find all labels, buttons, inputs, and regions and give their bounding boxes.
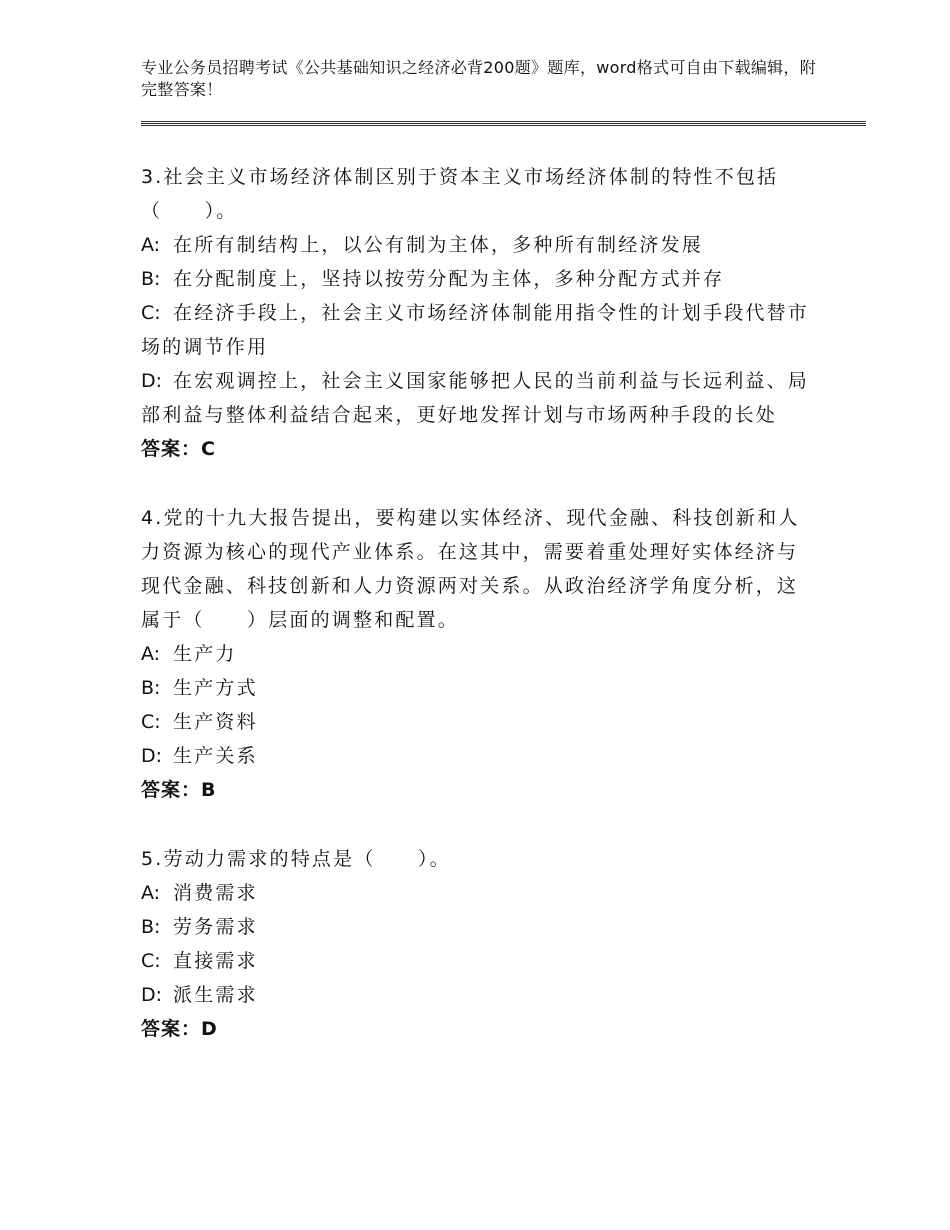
option-key: C: <box>141 950 161 972</box>
option-text: 直接需求 <box>173 950 258 972</box>
option-key: B: <box>141 268 161 290</box>
option-a <box>141 637 811 671</box>
option-b <box>141 910 811 944</box>
option-key: D: <box>141 370 163 392</box>
option-text: 生产方式 <box>173 677 258 699</box>
question-5 <box>141 842 811 1046</box>
option-text: 生产力 <box>173 643 237 665</box>
option-c <box>141 296 811 364</box>
document-header: 专业公务员招聘考试《公共基础知识之经济必背200题》题库，word格式可自由下载编辑，附完整答案！ <box>141 58 817 99</box>
option-text: 生产资料 <box>173 711 258 733</box>
option-text: 在宏观调控上，社会主义国家能够把人民的当前利益与长远利益、局部利益与整体利益结合起来，更好地发挥计划与市场两种手段的长处 <box>141 370 810 426</box>
option-key: D: <box>141 984 163 1006</box>
question-4 <box>141 501 811 807</box>
option-key: A: <box>141 234 161 256</box>
option-c <box>141 944 811 978</box>
header-divider <box>141 121 866 126</box>
option-c <box>141 705 811 739</box>
option-d <box>141 364 811 432</box>
answer-line: 答案：D <box>141 1018 218 1040</box>
option-d <box>141 739 811 773</box>
option-text: 派生需求 <box>173 984 258 1006</box>
option-key: B: <box>141 916 161 938</box>
option-a <box>141 228 811 262</box>
question-stem: 4.党的十九大报告提出，要构建以实体经济、现代金融、科技创新和人力资源为核心的现代产业体系。在这其中，需要着重处理好实体经济与现代金融、科技创新和人力资源两对关系。从政治经济学角度分析，这属于（ ）层面的调整和配置。 <box>141 507 800 631</box>
answer-line: 答案：C <box>141 438 216 460</box>
option-key: A: <box>141 882 161 904</box>
option-text: 生产关系 <box>173 745 258 767</box>
option-b <box>141 671 811 705</box>
question-list <box>141 160 811 1081</box>
option-d <box>141 978 811 1012</box>
question-3 <box>141 160 811 466</box>
option-key: C: <box>141 711 161 733</box>
option-text: 在分配制度上，坚持以按劳分配为主体，多种分配方式并存 <box>173 268 725 290</box>
answer-line: 答案：B <box>141 779 217 801</box>
option-key: C: <box>141 302 161 324</box>
option-b <box>141 262 811 296</box>
option-key: A: <box>141 643 161 665</box>
option-key: D: <box>141 745 163 767</box>
option-text: 劳务需求 <box>173 916 258 938</box>
option-text: 消费需求 <box>173 882 258 904</box>
option-text: 在所有制结构上，以公有制为主体，多种所有制经济发展 <box>173 234 704 256</box>
question-stem: 3.社会主义市场经济体制区别于资本主义市场经济体制的特性不包括（ ）。 <box>141 166 779 222</box>
option-key: B: <box>141 677 161 699</box>
option-a <box>141 876 811 910</box>
question-stem: 5.劳动力需求的特点是（ ）。 <box>141 848 451 870</box>
option-text: 在经济手段上，社会主义市场经济体制能用指令性的计划手段代替市场的调节作用 <box>141 302 810 358</box>
